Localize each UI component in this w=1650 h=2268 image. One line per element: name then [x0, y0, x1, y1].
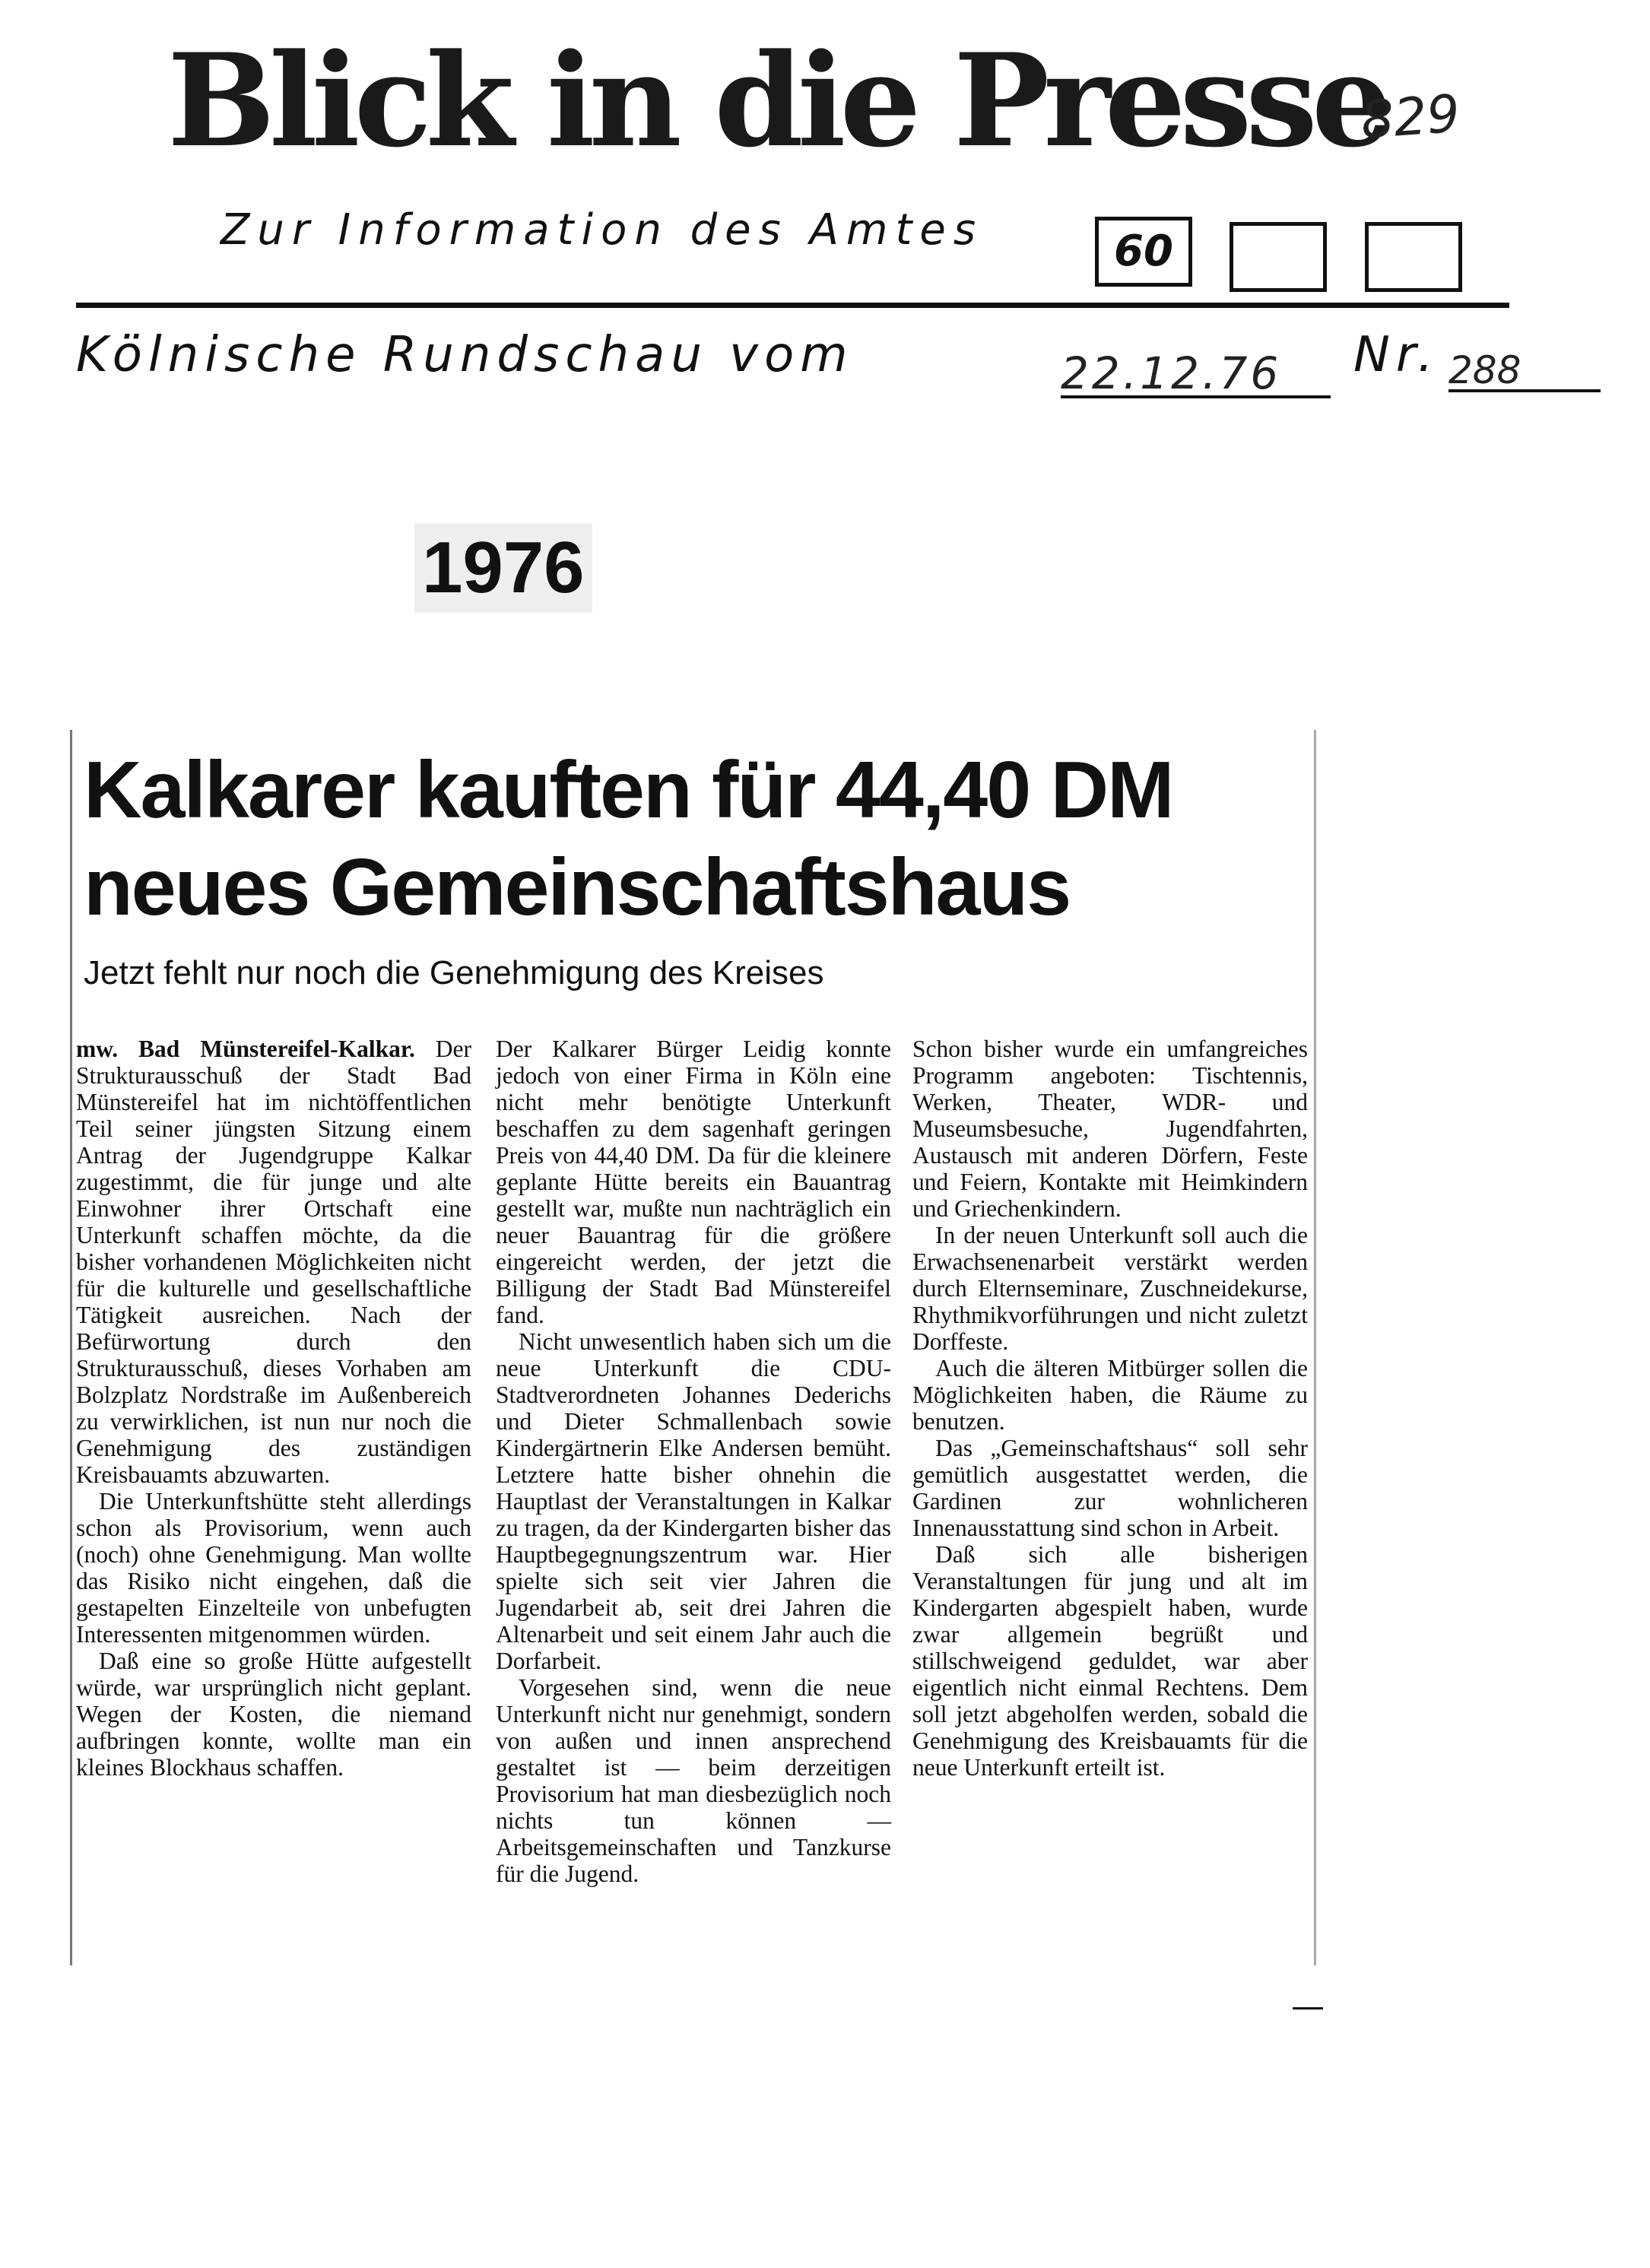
handwritten-archive-number: 829 [1359, 84, 1462, 151]
header-divider [76, 303, 1509, 308]
paragraph: Vorgesehen sind, wenn die neue Unterkunft nicht nur genehmigt, sondern von außen und innen ansprechend gestaltet ist — beim derzeitigen Provisorium hat man diesbezüglich noch nichts tun können — Arbeitsgemeinschaften und Tanzkurse für die Jugend. [496, 1674, 891, 1887]
paragraph: In der neuen Unterkunft soll auch die Erwachsenenarbeit verstärkt werden durch Elternseminare, Zuschneidekurse, Rhythmikvorführungen und nicht zuletzt Dorffeste. [912, 1222, 1308, 1355]
headline-line-1: Kalkarer kauften für 44,40 DM [84, 745, 1173, 835]
year-label: 1976 [414, 523, 592, 613]
paragraph: Der Kalkarer Bürger Leidig konnte jedoch von einer Firma in Köln eine nicht mehr benötigte Unterkunft beschaffen zu dem sagenhaft geringen Preis von 44,40 DM. Da für die kleinere geplante Hütte bereits ein Bauantrag gestellt war, mußte nun nachträglich ein neuer Bauantrag für die größere eingereicht werden, der jetzt die Billigung der Stadt Bad Münstereifel fand. [496, 1036, 891, 1328]
article-column-1 [76, 1036, 471, 1781]
source-label: Kölnische Rundschau vom [76, 327, 854, 383]
issue-number: 288 [1449, 351, 1601, 392]
masthead-title: Blick in die Presse [167, 25, 1387, 176]
clipping-edge-left [70, 730, 72, 1965]
paragraph: Daß sich alle bisherigen Veranstaltungen für jung und alt im Kindergarten abgespielt haben, wurde zwar allgemein begrüßt und stillschweigend geduldet, war aber eigentlich nicht einmal Rechtens. Dem soll jetzt abgeholfen werden, sobald die Genehmigung des Kreisbauamts für die neue Unterkunft erteilt ist. [912, 1541, 1308, 1781]
source-date: 22.12.76 [1061, 351, 1331, 398]
paragraph: Das „Gemeinschaftshaus“ soll sehr gemütlich ausgestattet werden, die Gardinen zur wohnlicheren Innenausstattung sind schon in Arbeit. [912, 1435, 1308, 1541]
paragraph: Nicht unwesentlich haben sich um die neue Unterkunft die CDU-Stadtverordneten Johannes Dederichs und Dieter Schmallenbach sowie Kindergärtnerin Elke Andersen bemüht. Letztere hatte bisher ohnehin die Hauptlast der Veranstaltungen in Kalkar zu tragen, da der Kindergarten bisher das Hauptbegegnungszentrum war. Hier spielte sich seit vier Jahren die Jugendarbeit ab, seit drei Jahren die Altenarbeit und seit einem Jahr auch die Dorfarbeit. [496, 1328, 891, 1674]
headline-line-2: neues Gemeinschaftshaus [84, 842, 1071, 932]
paragraph: Die Unterkunftshütte steht allerdings schon als Provisorium, wenn auch (noch) ohne Genehmigung. Man wollte das Risiko nicht eingehen, daß die gestapelten Einzelteile von unbefugten Interessenten mitgenommen würden. [76, 1488, 471, 1648]
paragraph: Schon bisher wurde ein umfangreiches Programm angeboten: Tischtennis, Werken, Theater, WDR- und Museumsbesuche, Jugendfahrten, Austausch mit anderen Dörfern, Feste und Feiern, Kontakte mit Heimkindern und Griechenkindern. [912, 1036, 1308, 1222]
routing-checkbox-3 [1365, 222, 1462, 292]
routing-checkbox-1: 60 [1095, 217, 1192, 287]
issue-number-label: Nr. [1353, 327, 1439, 383]
article-subheadline: Jetzt fehlt nur noch die Genehmigung des Kreises [84, 954, 824, 991]
paragraph: Auch die älteren Mitbürger sollen die Möglichkeiten haben, die Räume zu benutzen. [912, 1355, 1308, 1435]
article-column-2 [496, 1036, 891, 1887]
article-headline [84, 741, 1315, 936]
paragraph: mw. Bad Münstereifel-Kalkar. Der Strukturausschuß der Stadt Bad Münstereifel hat im nichtöffentlichen Teil seiner jüngsten Sitzung einem Antrag der Jugendgruppe Kalkar zugestimmt, die für junge und alte Einwohner ihrer Ortschaft eine Unterkunft schaffen möchte, da die bisher vorhandenen Möglichkeiten nicht für die kulturelle und gesellschaftliche Tätigkeit ausreichen. Nach der Befürwortung durch den Strukturausschuß, dieses Vorhaben am Bolzplatz Nordstraße im Außenbereich zu verwirklichen, ist nun nur noch die Genehmigung des zuständigen Kreisbauamts abzuwarten. [76, 1036, 471, 1488]
article-column-3 [912, 1036, 1308, 1781]
routing-checkbox-2 [1230, 222, 1327, 292]
paragraph: Daß eine so große Hütte aufgestellt würde, war ursprünglich nicht geplant. Wegen der Kosten, die niemand aufbringen konnte, wollte man ein kleines Blockhaus schaffen. [76, 1648, 471, 1781]
masthead-subtitle: Zur Information des Amtes [221, 205, 984, 255]
article-end-mark [1293, 2007, 1323, 2009]
article-dateline: mw. Bad Münstereifel-Kalkar. [76, 1036, 415, 1062]
